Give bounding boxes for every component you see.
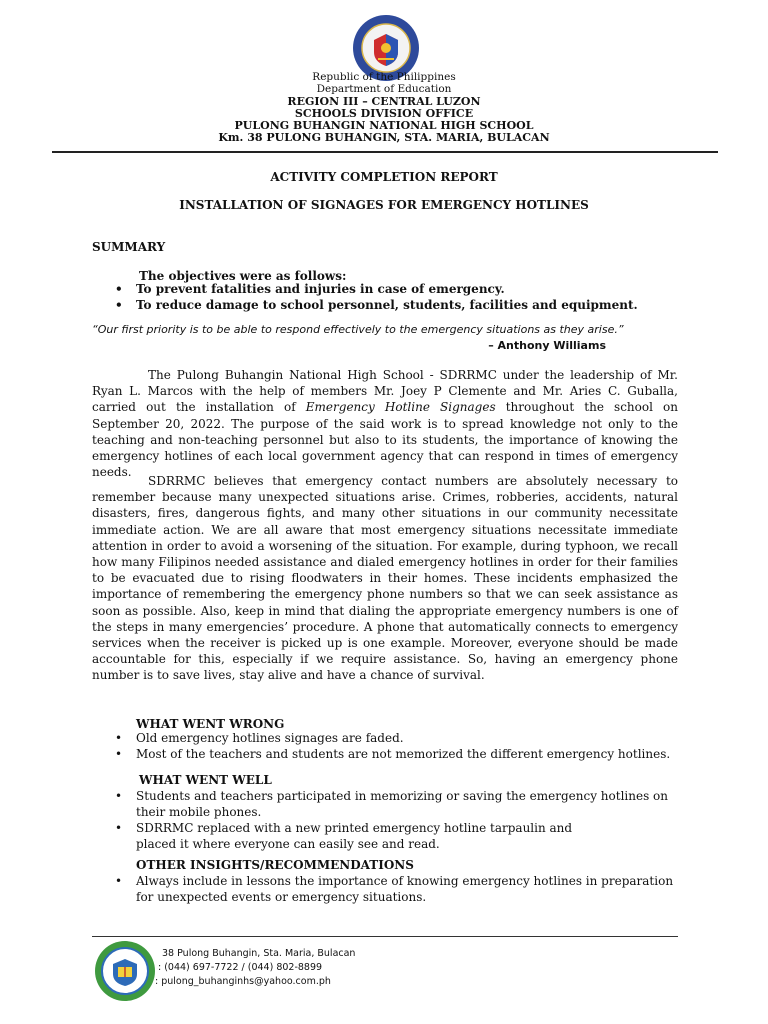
list-item: • SDRRMC replaced with a new printed emergency hotline tarpaulin and placed it where everyone can easily see and read.	[112, 820, 697, 852]
quote-text: “Our first priority is to be able to respond effectively to the emergency situations as they arise.”	[92, 323, 624, 336]
header-region: REGION III – CENTRAL LUZON	[287, 95, 481, 108]
well-heading: WHAT WENT WELL	[139, 773, 272, 787]
list-item: • Students and teachers participated in memorizing or saving the emergency hotlines on their mobile phones.	[112, 788, 697, 820]
wrong-list	[112, 730, 712, 762]
summary-paragraph-2: SDRRMC believes that emergency contact numbers are absolutely necessary to remember because many unexpected situations arise. Crimes, robberies, accidents, natural disasters, fires, dangerous fights, and many other situations in our community necessitate immediate action. We are all aware that most emergency situations necessitate immediate attention in order to avoid a worsening of the situation. For example, during typhoon, we recall how many Filipinos needed assistance and dialed emergency hotlines in order for their families to be evacuated due to rising floodwaters in their homes. These incidents emphasized the importance of remembering the emergency phone numbers so that we can seek assistance as soon as possible. Also, keep in mind that dialing the appropriate emergency numbers is one of the steps in many emergencies’ procedure. A phone that automatically connects to emergency services when the receiver is picked up is one example. Moreover, everyone should be made accountable for this, especially if we require assistance. So, having an emergency phone number is to save lives, stay alive and have a chance of survival.	[92, 474, 678, 683]
footer-divider	[92, 936, 678, 937]
report-title: ACTIVITY COMPLETION REPORT	[270, 170, 498, 184]
report-subtitle: INSTALLATION OF SIGNAGES FOR EMERGENCY HOTLINES	[179, 198, 589, 212]
summary-heading: SUMMARY	[92, 240, 166, 254]
paragraph-text: The Pulong Buhangin National High School - SDRRMC under the leadership of Mr. Ryan L. Marcos with the help of members Mr. Joey P Clemente and Mr. Aries C. Guballa, carried out the installation of	[92, 368, 678, 415]
school-logo	[94, 940, 156, 1002]
wrong-heading: WHAT WENT WRONG	[136, 717, 285, 731]
footer-phone: : (044) 697-7722 / (044) 802-8899	[158, 962, 323, 973]
header-division: SCHOOLS DIVISION OFFICE	[294, 107, 474, 120]
objectives-list	[112, 281, 712, 313]
summary-paragraph-1	[92, 367, 678, 480]
list-item: • To prevent fatalities and injuries in case of emergency.	[112, 281, 712, 297]
paragraph-text: throughout the school on September 20, 2022. The purpose of the said work is to spread knowledge not only to the teaching and non-teaching personnel but also to its students, the importance of knowing the emergency hotlines of each local government agency that can respond in times of emergency needs.	[92, 400, 679, 480]
header-school: PULONG BUHANGIN NATIONAL HIGH SCHOOL	[234, 119, 534, 132]
objectives-intro: The objectives were as follows:	[139, 269, 347, 283]
quote-author: – Anthony Williams	[488, 339, 606, 352]
insights-list	[112, 873, 692, 905]
footer-address: 38 Pulong Buhangin, Sta. Maria, Bulacan	[162, 948, 356, 959]
list-item: • Old emergency hotlines signages are faded.	[112, 730, 712, 746]
header-department: Department of Education	[316, 83, 452, 95]
insights-heading: OTHER INSIGHTS/RECOMMENDATIONS	[136, 858, 414, 872]
list-item: • To reduce damage to school personnel, students, facilities and equipment.	[112, 297, 712, 313]
emphasis-text: Emergency Hotline Signages	[305, 400, 496, 415]
header-country: Republic of the Philippines	[312, 71, 456, 83]
footer-email: : pulong_buhanginhs@yahoo.com.ph	[155, 976, 331, 987]
list-item: • Most of the teachers and students are not memorized the different emergency hotlines.	[112, 746, 712, 762]
well-list	[112, 788, 697, 852]
list-item: • Always include in lessons the importance of knowing emergency hotlines in preparation for unexpected events or emergency situations.	[112, 873, 692, 905]
header-address: Km. 38 PULONG BUHANGIN, STA. MARIA, BULACAN	[218, 131, 550, 144]
header-divider	[52, 151, 718, 153]
